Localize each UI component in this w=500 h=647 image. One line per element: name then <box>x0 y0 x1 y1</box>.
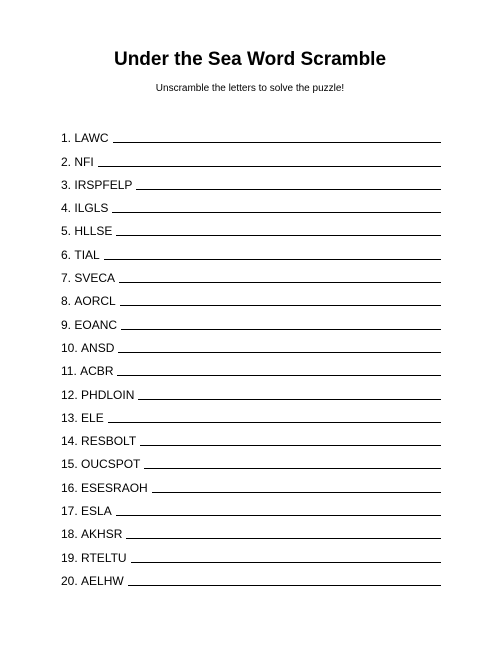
scramble-list <box>61 122 441 588</box>
list-item <box>61 215 441 238</box>
item-number: 13. <box>61 410 78 425</box>
item-number: 2. <box>61 154 72 169</box>
scrambled-word: ELE <box>81 410 104 425</box>
list-item <box>61 378 441 401</box>
answer-line[interactable] <box>152 492 441 493</box>
answer-line[interactable] <box>104 259 441 260</box>
item-number: 10. <box>61 340 78 355</box>
scrambled-word: ESESRAOH <box>81 480 148 495</box>
list-item <box>61 285 441 308</box>
list-item <box>61 169 441 192</box>
scrambled-word: ACBR <box>80 364 114 379</box>
scrambled-word: SVECA <box>74 271 116 286</box>
list-item <box>61 518 441 541</box>
answer-line[interactable] <box>116 515 441 516</box>
item-number: 16. <box>61 480 78 495</box>
answer-line[interactable] <box>144 468 441 469</box>
scrambled-word: ESLA <box>81 504 112 519</box>
list-item <box>61 448 441 471</box>
item-number: 6. <box>61 247 72 262</box>
answer-line[interactable] <box>140 445 441 446</box>
item-number: 15. <box>61 457 78 472</box>
scrambled-word: ILGLS <box>74 201 109 216</box>
scrambled-word: NFI <box>74 154 94 169</box>
scrambled-word: EOANC <box>74 317 118 332</box>
list-item <box>61 145 441 168</box>
list-item <box>61 355 441 378</box>
answer-line[interactable] <box>138 399 441 400</box>
scrambled-word: HLLSE <box>74 224 113 239</box>
answer-line[interactable] <box>126 538 441 539</box>
scrambled-word: OUCSPOT <box>81 457 141 472</box>
answer-line[interactable] <box>128 585 441 586</box>
item-number: 5. <box>61 224 72 239</box>
scrambled-word: RTELTU <box>81 550 127 565</box>
list-item <box>61 425 441 448</box>
answer-line[interactable] <box>98 166 441 167</box>
scrambled-word: IRSPFELP <box>74 177 133 192</box>
page-title: Under the Sea Word Scramble <box>113 49 387 70</box>
answer-line[interactable] <box>112 212 441 213</box>
list-item <box>61 541 441 564</box>
list-item <box>61 495 441 518</box>
item-number: 9. <box>61 317 72 332</box>
item-number: 14. <box>61 434 78 449</box>
item-number: 7. <box>61 271 72 286</box>
scrambled-word: PHDLOIN <box>81 387 135 402</box>
item-number: 4. <box>61 201 72 216</box>
scrambled-word: TIAL <box>74 247 100 262</box>
item-number: 8. <box>61 294 72 309</box>
answer-line[interactable] <box>119 282 441 283</box>
item-number: 12. <box>61 387 78 402</box>
answer-line[interactable] <box>121 329 441 330</box>
list-item <box>61 332 441 355</box>
instructions: Unscramble the letters to solve the puzzle! <box>155 83 345 94</box>
list-item <box>61 262 441 285</box>
list-item <box>61 308 441 331</box>
list-item <box>61 565 441 588</box>
list-item <box>61 238 441 261</box>
item-number: 18. <box>61 527 78 542</box>
list-item <box>61 122 441 145</box>
answer-line[interactable] <box>113 142 441 143</box>
answer-line[interactable] <box>136 189 441 190</box>
answer-line[interactable] <box>120 305 441 306</box>
answer-line[interactable] <box>108 422 441 423</box>
scrambled-word: ANSD <box>81 340 115 355</box>
item-number: 19. <box>61 550 78 565</box>
list-item <box>61 192 441 215</box>
item-number: 1. <box>61 131 72 146</box>
item-number: 11. <box>61 364 77 379</box>
scrambled-word: AELHW <box>81 573 124 588</box>
answer-line[interactable] <box>117 375 441 376</box>
scrambled-word: AKHSR <box>81 527 123 542</box>
answer-line[interactable] <box>131 562 441 563</box>
answer-line[interactable] <box>118 352 441 353</box>
list-item <box>61 402 441 425</box>
list-item <box>61 471 441 494</box>
scrambled-word: RESBOLT <box>81 434 137 449</box>
scrambled-word: LAWC <box>74 131 109 146</box>
answer-line[interactable] <box>116 235 441 236</box>
scrambled-word: AORCL <box>74 294 116 309</box>
item-number: 17. <box>61 504 78 519</box>
item-number: 20. <box>61 573 78 588</box>
item-number: 3. <box>61 177 72 192</box>
